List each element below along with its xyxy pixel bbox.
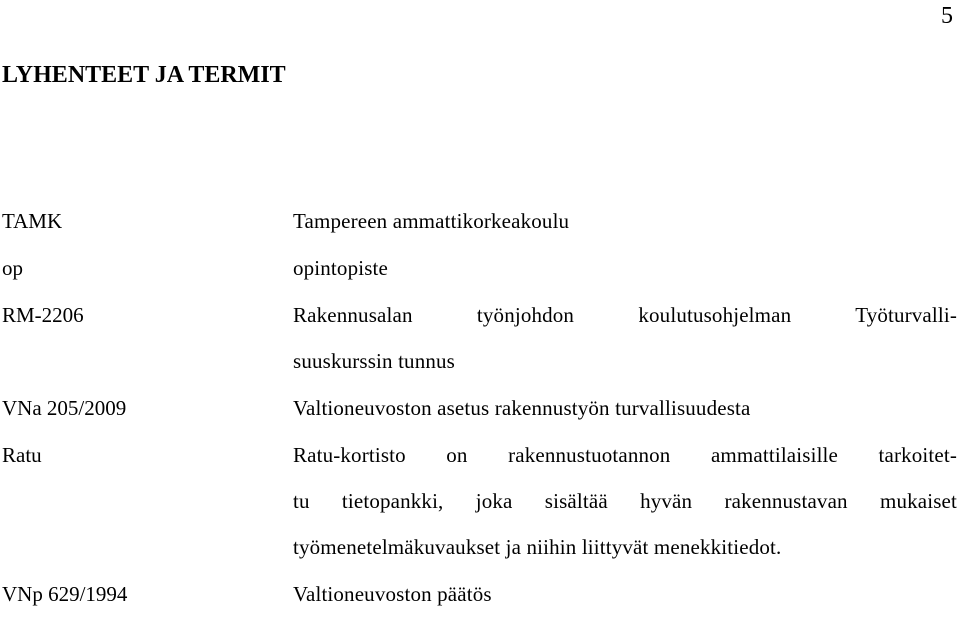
term-definition <box>293 198 957 244</box>
term-row-tamk <box>2 198 957 244</box>
term-definition <box>293 245 957 291</box>
term-label: TAMK <box>2 209 63 233</box>
definition-line: Tampereen ammattikorkeakoulu <box>293 209 570 233</box>
term-row-rm-2206 <box>2 292 957 384</box>
page-number: 5 <box>941 3 953 29</box>
term-row-vnp-629-1994 <box>2 571 957 617</box>
term-label: VNa 205/2009 <box>2 396 127 420</box>
page-title: LYHENTEET JA TERMIT <box>2 62 286 88</box>
definition-line: Ratu-kortisto on rakennustuotannon ammattilaisille tarkoitet- <box>293 443 957 467</box>
definition-line: työmenetelmäkuvaukset ja niihin liittyvät menekkitiedot. <box>293 535 782 559</box>
term-definition <box>293 571 957 617</box>
definition-line: Valtioneuvoston päätös <box>293 582 492 606</box>
definition-line: tu tietopankki, joka sisältää hyvän rakennustavan mukaiset <box>293 489 957 513</box>
definition-line: Rakennusalan työnjohdon koulutusohjelman Työturvalli- <box>293 303 957 327</box>
term-row-op <box>2 245 957 291</box>
definition-line: suuskurssin tunnus <box>293 349 455 373</box>
definition-line: Valtioneuvoston asetus rakennustyön turvallisuudesta <box>293 396 751 420</box>
term-definition <box>293 292 957 384</box>
term-label: op <box>2 256 23 280</box>
term-row-ratu <box>2 432 957 570</box>
term-label: Ratu <box>2 443 42 467</box>
term-row-vna-205-2009 <box>2 385 957 431</box>
term-definition <box>293 385 957 431</box>
term-definition <box>293 432 957 570</box>
abbreviation-list <box>2 198 957 618</box>
definition-line: opintopiste <box>293 256 388 280</box>
term-label: RM-2206 <box>2 303 84 327</box>
term-label: VNp 629/1994 <box>2 582 128 606</box>
